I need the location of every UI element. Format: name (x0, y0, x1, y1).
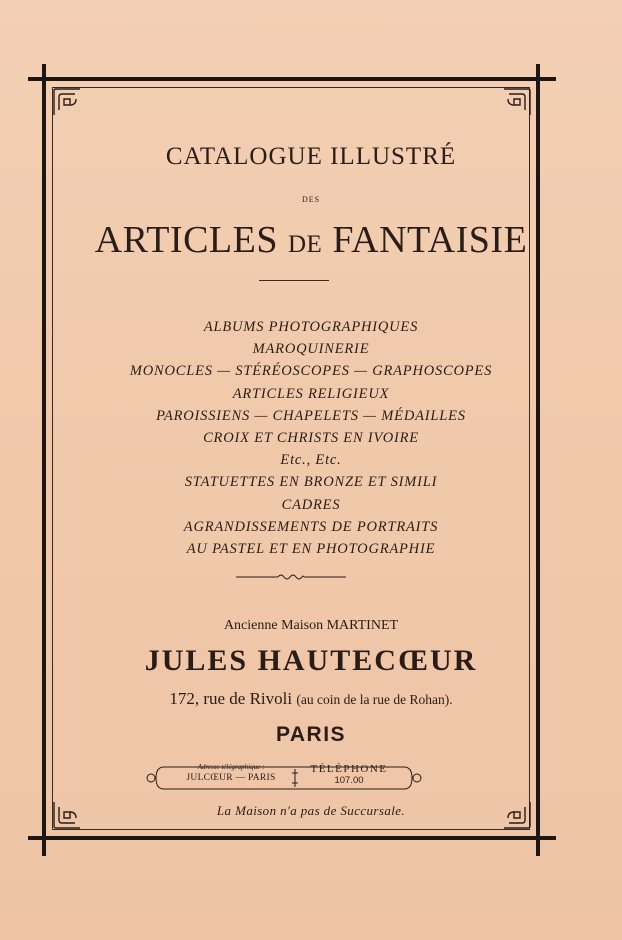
title-divider (259, 280, 329, 281)
phone-block (298, 763, 400, 786)
list-item: PAROISSIENS — CHAPELETS — MÉDAILLES (156, 407, 466, 424)
list-item: MONOCLES — STÉRÉOSCOPES — GRAPHOSCOPES (129, 363, 493, 380)
catalogue-title: CATALOGUE ILLUSTRÉ (165, 143, 457, 170)
list-item: MAROQUINERIE (252, 341, 370, 358)
ornamental-rule-icon (236, 572, 346, 582)
subject-part-a: ARTICLES (94, 219, 288, 261)
list-item: Etc., Etc. (280, 452, 342, 469)
telegraph-label: Adresse télégraphique : (197, 763, 265, 771)
telegraph-block (170, 763, 292, 784)
frame-line-top (28, 77, 556, 81)
corner-ornament-icon (50, 85, 84, 119)
product-list (0, 316, 622, 560)
telegraph-value: JULCŒUR — PARIS (186, 773, 276, 783)
address-note: (au coin de la rue de Rohan). (296, 692, 453, 707)
subject-de: DE (287, 231, 323, 258)
list-item: STATUETTES EN BRONZE ET SIMILI (184, 474, 438, 491)
list-item: ALBUMS PHOTOGRAPHIQUES (203, 319, 419, 335)
phone-value: 107.00 (334, 775, 364, 786)
list-item: AGRANDISSEMENTS DE PORTRAITS (183, 518, 439, 535)
former-house-line: Ancienne Maison MARTINET (223, 618, 399, 633)
firm-name: JULES HAUTECŒUR (144, 644, 478, 677)
list-item: AU PASTEL ET EN PHOTOGRAPHIE (186, 541, 436, 558)
contact-banner (142, 763, 426, 793)
phone-label: TÉLÉPHONE (310, 763, 388, 775)
list-item: CROIX ET CHRISTS EN IVOIRE (203, 430, 419, 447)
title-connector: DES (301, 195, 321, 204)
corner-ornament-icon (500, 85, 534, 119)
frame-line-bottom (28, 836, 556, 840)
list-item: CADRES (281, 496, 341, 513)
list-item: ARTICLES RELIGIEUX (232, 385, 390, 402)
footer-note: La Maison n'a pas de Succursale. (216, 803, 406, 818)
catalogue-subject (0, 218, 622, 262)
subject-part-b: FANTAISIE (322, 219, 528, 261)
address-main: 172, rue de Rivoli (169, 689, 297, 708)
firm-address (0, 689, 622, 709)
firm-city: PARIS (275, 723, 347, 746)
